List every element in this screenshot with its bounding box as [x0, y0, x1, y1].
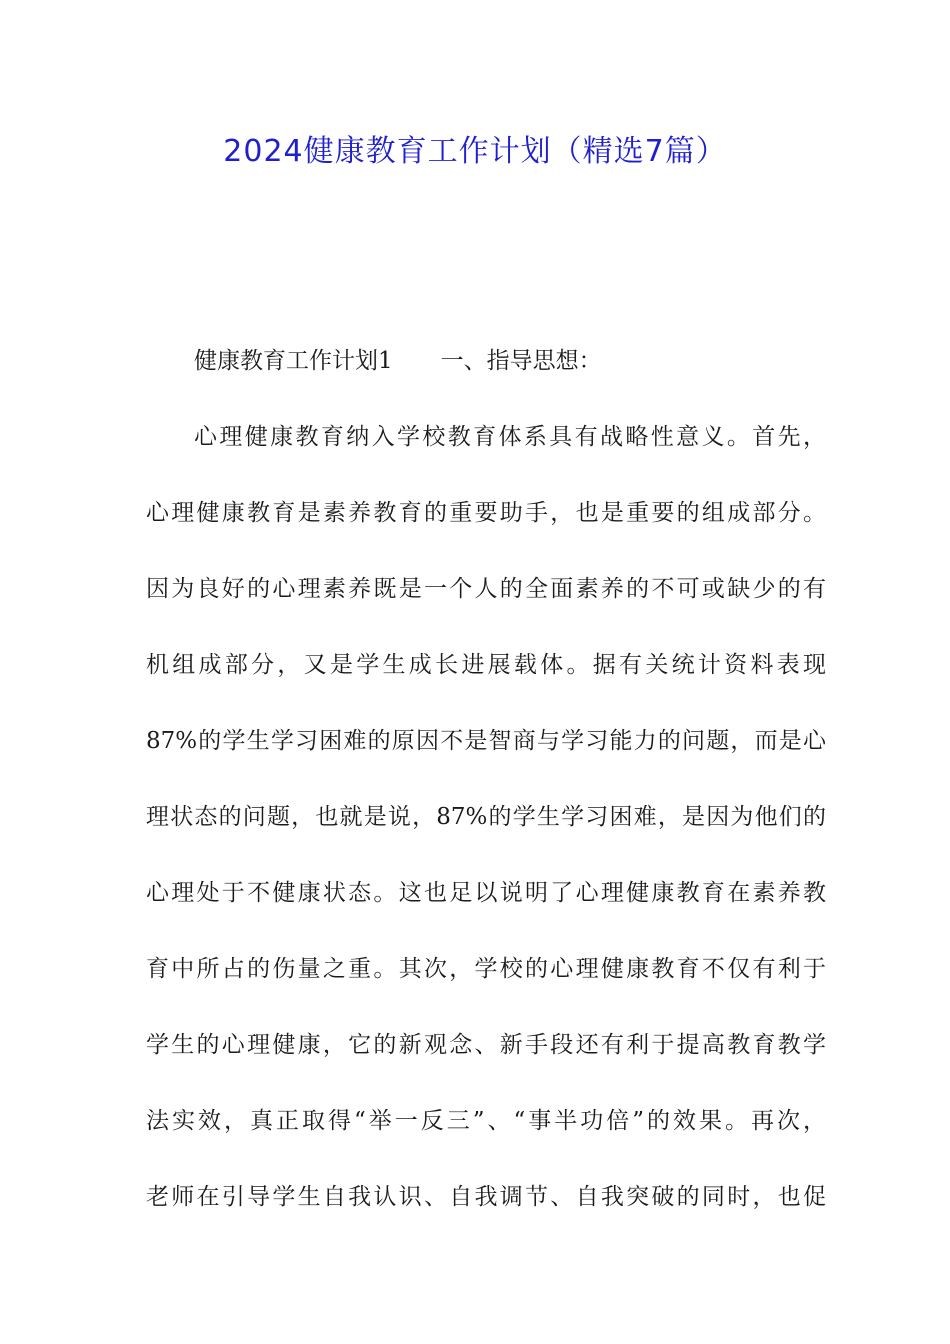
section-heading-line	[146, 337, 826, 413]
paragraph-line: 心理健康教育是素养教育的重要助手，也是重要的组成部分。	[146, 500, 826, 526]
document-title: 2024健康教育工作计划（精选7篇）	[223, 134, 727, 169]
paragraph-line: 因为良好的心理素养既是一个人的全面素养的不可或缺少的有	[146, 576, 826, 602]
paragraph-line: 老师在引导学生自我认识、自我调节、自我突破的同时，也促	[146, 1184, 826, 1210]
paragraph-line: 心理处于不健康状态。这也足以说明了心理健康教育在素养教	[146, 880, 826, 906]
paragraph-line: 育中所占的伤量之重。其次，学校的心理健康教育不仅有利于	[146, 956, 826, 982]
paragraph-line: 心理健康教育纳入学校教育体系具有战略性意义。首先，	[194, 424, 826, 450]
subheading: 一、指导思想：	[440, 348, 602, 374]
paragraph-line: 法实效，真正取得“举一反三”、“事半功倍”的效果。再次，	[146, 1108, 826, 1134]
section-heading: 健康教育工作计划1	[194, 348, 393, 374]
paragraph-line: 机组成部分，又是学生成长进展载体。据有关统计资料表现	[146, 652, 826, 678]
paragraph-line: 学生的心理健康，它的新观念、新手段还有利于提高教育教学	[146, 1032, 826, 1058]
paragraph-line: 87%的学生学习困难的原因不是智商与学习能力的问题，而是心	[146, 728, 826, 754]
document-body	[146, 337, 826, 1249]
paragraph-line: 理状态的问题，也就是说，87%的学生学习困难，是因为他们的	[146, 804, 826, 830]
